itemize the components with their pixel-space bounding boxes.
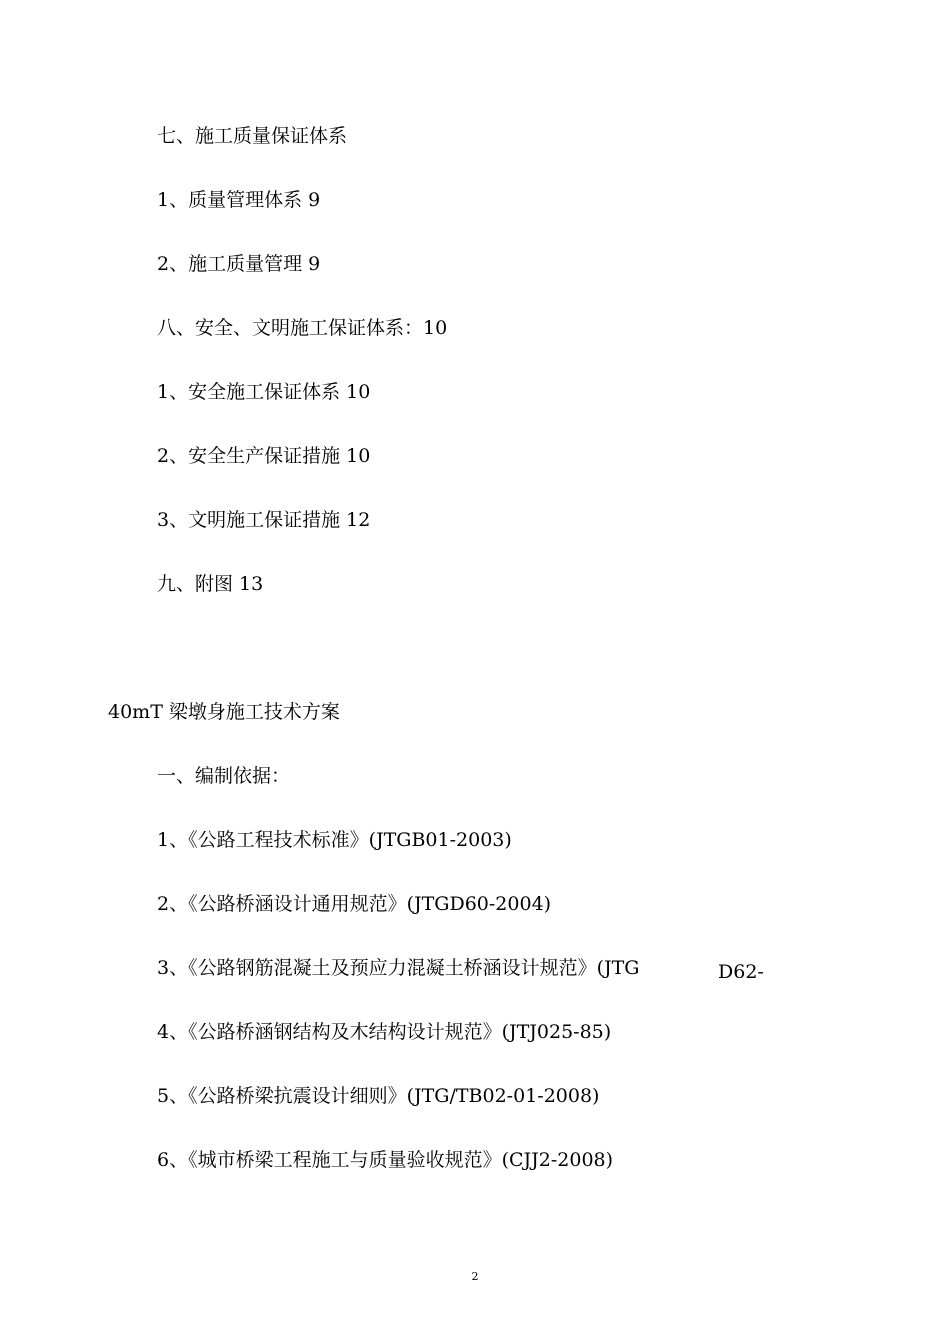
reference-item: 5、《公路桥梁抗震设计细则》(JTG/TB02-01-2008) [157, 1085, 600, 1107]
toc-item: 1、安全施工保证体系 10 [157, 381, 371, 403]
toc-item: 2、安全生产保证措施 10 [157, 445, 371, 467]
reference-item: 4、《公路桥涵钢结构及木结构设计规范》(JTJ025-85) [157, 1021, 612, 1043]
reference-item: 6、《城市桥梁工程施工与质量验收规范》(CJJ2-2008) [157, 1149, 614, 1171]
toc-item: 3、文明施工保证措施 12 [157, 509, 371, 531]
toc-item: 八、安全、文明施工保证体系：10 [157, 317, 448, 339]
toc-item: 七、施工质量保证体系 [157, 125, 348, 147]
reference-item: 3、《公路钢筋混凝土及预应力混凝土桥涵设计规范》(JTG [157, 957, 640, 979]
reference-item: 1、《公路工程技术标准》(JTGB01-2003) [157, 829, 512, 851]
page-number: 2 [471, 1270, 479, 1283]
toc-item: 1、质量管理体系 9 [157, 189, 321, 211]
reference-item: 2、《公路桥涵设计通用规范》(JTGD60-2004) [157, 893, 552, 915]
reference-item-continuation: D62- [718, 961, 764, 978]
section-heading: 一、编制依据： [157, 765, 291, 787]
document-title: 40mT 梁墩身施工技术方案 [108, 701, 340, 723]
toc-item: 2、施工质量管理 9 [157, 253, 321, 275]
toc-item: 九、附图 13 [157, 573, 264, 595]
